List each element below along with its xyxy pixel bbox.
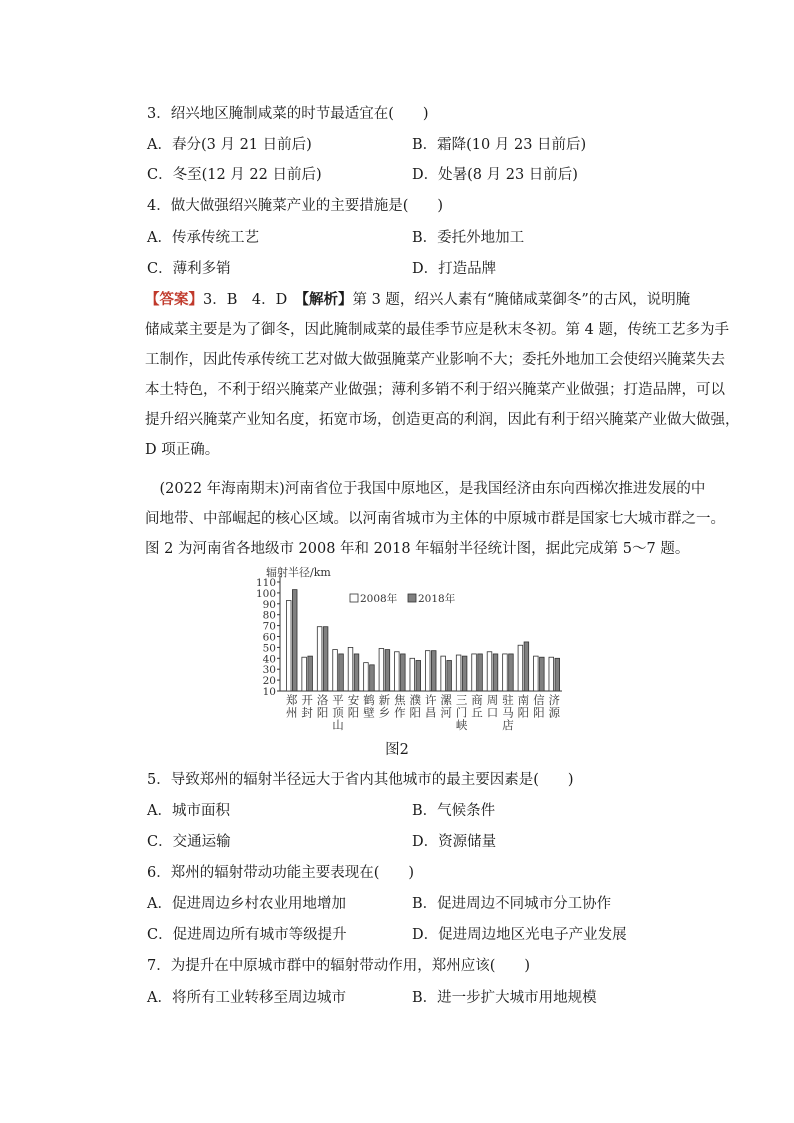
x-category-label-char: 阳 bbox=[533, 705, 545, 720]
x-category-label-char: 马 bbox=[502, 705, 514, 720]
x-category-label-char: 阳 bbox=[316, 705, 329, 720]
y-tick-label: 30 bbox=[262, 664, 276, 677]
x-category-label-char: 阳 bbox=[517, 705, 530, 720]
bar-2008 bbox=[302, 657, 307, 691]
bar-2018 bbox=[370, 665, 375, 691]
question-6-stem: 6．郑州的辐射带动功能主要表现在( ) bbox=[147, 865, 415, 881]
x-category-label-char: 新 bbox=[378, 693, 391, 707]
x-category-label-char: 州 bbox=[285, 705, 298, 720]
question-4-stem: 4．做大做强绍兴腌菜产业的主要措施是( ) bbox=[147, 198, 444, 214]
x-category-label-char: 门 bbox=[455, 705, 468, 720]
bar-2008 bbox=[348, 647, 353, 691]
bar-2018 bbox=[385, 650, 390, 691]
legend-swatch bbox=[350, 594, 358, 602]
y-tick-label: 60 bbox=[262, 631, 276, 644]
y-tick-label: 70 bbox=[262, 620, 276, 633]
x-category-label-char: 源 bbox=[548, 705, 561, 720]
x-category-label-char: 济 bbox=[548, 693, 561, 707]
bar-2008 bbox=[487, 652, 492, 691]
explanation-tag: 【解析】 bbox=[301, 291, 353, 308]
bar-2008 bbox=[472, 654, 477, 691]
bar-2008 bbox=[286, 601, 291, 691]
question-6-option-d: D．促进周边地区光电子产业发展 bbox=[412, 927, 627, 943]
x-category-label-char: 漯 bbox=[440, 693, 452, 707]
x-category-label-char: 驻 bbox=[502, 693, 514, 707]
bar-2018 bbox=[462, 656, 467, 691]
x-category-label-char: 山 bbox=[332, 718, 344, 732]
question-4-option-a: A．传承传统工艺 bbox=[147, 230, 259, 246]
bar-2008 bbox=[410, 658, 415, 691]
bar-2018 bbox=[555, 658, 560, 691]
x-category-label-char: 封 bbox=[301, 705, 313, 720]
x-category-label-char: 阳 bbox=[347, 705, 360, 720]
question-5-option-c: C．交通运输 bbox=[147, 834, 231, 850]
question-4-option-c: C．薄利多销 bbox=[147, 261, 231, 277]
y-axis-label: 辐射半径/km bbox=[266, 566, 331, 579]
question-5-option-b: B．气候条件 bbox=[412, 803, 496, 819]
y-tick-label: 110 bbox=[255, 577, 276, 589]
x-category-label-char: 焦 bbox=[394, 693, 406, 707]
intro-line-3: 图 2 为河南省各地级市 2008 年和 2018 年辐射半径统计图，据此完成第 5～7 题。 bbox=[145, 541, 690, 557]
bar-2018 bbox=[416, 660, 421, 691]
question-4-option-d: D．打造品牌 bbox=[412, 261, 497, 277]
bar-2008 bbox=[503, 654, 508, 691]
x-category-label-char: 口 bbox=[486, 705, 499, 720]
x-category-label-char: 阳 bbox=[409, 705, 422, 720]
question-7-option-b: B．进一步扩大城市用地规模 bbox=[412, 990, 597, 1006]
bar-2018 bbox=[354, 654, 359, 691]
bar-2018 bbox=[308, 656, 313, 691]
bar-2018 bbox=[323, 627, 328, 691]
question-6-option-c: C．促进周边所有城市等级提升 bbox=[147, 927, 347, 943]
y-tick-label: 10 bbox=[262, 686, 276, 698]
x-category-label-char: 顶 bbox=[332, 705, 344, 720]
bar-2008 bbox=[379, 648, 384, 691]
x-category-label-char: 南 bbox=[517, 693, 530, 707]
x-category-label-char: 昌 bbox=[424, 705, 437, 720]
x-category-label-char: 壁 bbox=[363, 705, 375, 720]
explanation-line-2: 储咸菜主要是为了御冬，因此腌制咸菜的最佳季节应是秋末冬初。第 4 题，传统工艺多为手 bbox=[145, 322, 729, 338]
explanation-line-4: 本土特色，不利于绍兴腌菜产业做强；薄利多销不利于绍兴腌菜产业做强；打造品牌，可以 bbox=[145, 382, 725, 398]
bar-2018 bbox=[431, 651, 436, 691]
legend-label: 2008年 bbox=[360, 593, 398, 605]
bar-2018 bbox=[493, 654, 498, 691]
question-3-option-c: C．冬至(12 月 22 日前后) bbox=[147, 167, 322, 183]
y-tick-label: 20 bbox=[262, 675, 276, 688]
x-category-label-char: 郑 bbox=[285, 693, 298, 707]
bar-2018 bbox=[478, 654, 483, 691]
bar-2008 bbox=[425, 651, 430, 691]
x-category-label-char: 店 bbox=[502, 718, 514, 732]
bar-2008 bbox=[456, 655, 461, 691]
question-6-option-a: A．促进周边乡村农业用地增加 bbox=[147, 896, 346, 912]
bar-2008 bbox=[549, 657, 554, 691]
question-3-stem: 3．绍兴地区腌制咸菜的时节最适宜在( ) bbox=[147, 106, 429, 122]
x-category-label-char: 周 bbox=[486, 693, 499, 707]
explanation-line-5: 提升绍兴腌菜产业知名度，拓宽市场，创造更高的利润，因此有利于绍兴腌菜产业做大做强， bbox=[145, 412, 740, 428]
y-tick-label: 80 bbox=[262, 609, 276, 622]
radiation-radius-bar-chart bbox=[250, 560, 570, 740]
x-category-label-char: 平 bbox=[332, 693, 344, 707]
x-category-label-char: 开 bbox=[301, 693, 313, 707]
question-7-option-a: A．将所有工业转移至周边城市 bbox=[147, 990, 346, 1006]
x-category-label-char: 洛 bbox=[316, 693, 329, 707]
x-category-label-char: 商 bbox=[471, 693, 483, 707]
x-category-label-char: 丘 bbox=[471, 705, 483, 720]
bar-2018 bbox=[540, 657, 545, 691]
explanation-line-6: D 项正确。 bbox=[145, 442, 220, 458]
legend-label: 2018年 bbox=[418, 593, 456, 605]
x-category-label-char: 作 bbox=[394, 705, 406, 720]
y-tick-label: 40 bbox=[262, 653, 276, 666]
question-6-option-b: B．促进周边不同城市分工协作 bbox=[412, 896, 612, 912]
question-3-option-a: A．春分(3 月 21 日前后) bbox=[147, 137, 312, 153]
bar-2008 bbox=[518, 645, 523, 691]
question-5-option-d: D．资源储量 bbox=[412, 834, 497, 850]
bar-2018 bbox=[447, 660, 452, 691]
bar-2008 bbox=[333, 650, 338, 691]
x-category-label-char: 安 bbox=[347, 693, 360, 707]
intro-passage bbox=[145, 474, 725, 564]
bar-2018 bbox=[401, 654, 406, 691]
bar-2008 bbox=[441, 656, 446, 691]
bar-2018 bbox=[524, 642, 529, 691]
intro-line-1: (2022 年海南期末)河南省位于我国中原地区，是我国经济由东向西梯次推进发展的中 bbox=[145, 481, 706, 497]
x-category-label-char: 峡 bbox=[455, 718, 468, 732]
question-3-option-b: B．霜降(10 月 23 日前后) bbox=[412, 137, 587, 153]
bar-2018 bbox=[509, 654, 514, 691]
question-7-stem: 7．为提升在中原城市群中的辐射带动作用，郑州应该( ) bbox=[147, 958, 531, 974]
question-5-option-a: A．城市面积 bbox=[147, 803, 230, 819]
intro-line-2: 间地带、中部崛起的核心区域。以河南省城市为主体的中原城市群是国家七大城市群之一。 bbox=[145, 511, 725, 527]
bar-2018 bbox=[292, 590, 297, 691]
y-tick-label: 90 bbox=[262, 598, 276, 611]
answer-tag: 【答案】 bbox=[145, 291, 203, 308]
answer-explanation bbox=[145, 285, 740, 465]
bar-2018 bbox=[339, 654, 344, 691]
x-category-label-char: 三 bbox=[455, 693, 468, 707]
bar-2008 bbox=[317, 627, 322, 691]
x-category-label-char: 河 bbox=[440, 705, 452, 720]
bar-2008 bbox=[395, 652, 400, 691]
question-3-option-d: D．处暑(8 月 23 日前后) bbox=[412, 167, 578, 183]
bar-2008 bbox=[364, 663, 369, 691]
question-5-stem: 5．导致郑州的辐射半径远大于省内其他城市的最主要因素是( ) bbox=[147, 772, 574, 788]
question-4-option-b: B．委托外地加工 bbox=[412, 230, 525, 246]
explanation-line-3: 工制作，因此传承传统工艺对做大做强腌菜产业影响不大；委托外地加工会使绍兴腌菜失去 bbox=[145, 352, 725, 368]
x-category-label-char: 信 bbox=[533, 693, 545, 707]
answer-values: 3．B 4．D bbox=[203, 292, 302, 308]
y-tick-label: 100 bbox=[255, 587, 276, 600]
x-category-label-char: 许 bbox=[424, 693, 437, 707]
y-tick-label: 50 bbox=[262, 642, 276, 655]
bar-2008 bbox=[534, 656, 539, 691]
x-category-label-char: 濮 bbox=[409, 693, 422, 707]
x-category-label-char: 乡 bbox=[378, 705, 391, 720]
explanation-line-1: 第 3 题，绍兴人素有“腌储咸菜御冬”的古风，说明腌 bbox=[352, 292, 691, 308]
figure-caption: 图2 bbox=[385, 742, 409, 758]
legend-swatch bbox=[408, 594, 416, 602]
x-category-label-char: 鹤 bbox=[363, 693, 375, 707]
